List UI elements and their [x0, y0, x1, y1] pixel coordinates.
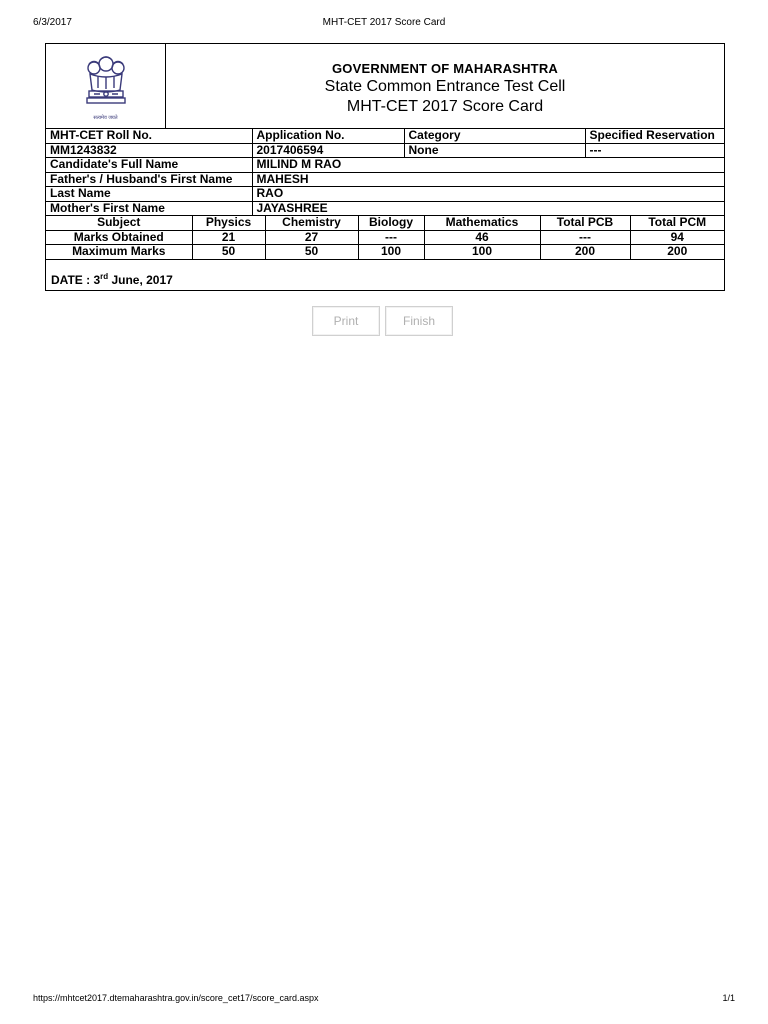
roll-label: MHT-CET Roll No.: [46, 129, 252, 143]
government-title: GOVERNMENT OF MAHARASHTRA: [332, 61, 558, 76]
maximum-marks-cell: 200: [540, 245, 630, 260]
maximum-marks-cell: 50: [265, 245, 358, 260]
father-name-value: MAHESH: [252, 172, 724, 187]
marks-header-cell: Total PCM: [630, 216, 724, 230]
table-row: [46, 187, 724, 202]
issue-date-month-year: June, 2017: [108, 272, 173, 287]
cell-name: State Common Entrance Test Cell: [324, 78, 566, 95]
issue-date-ordinal: rd: [100, 271, 109, 281]
full-name-value: MILIND M RAO: [252, 158, 724, 173]
maximum-marks-cell: Maximum Marks: [46, 245, 192, 260]
table-row: [46, 230, 724, 245]
issue-date: [51, 272, 173, 287]
reservation-value: ---: [585, 143, 724, 158]
category-value: None: [404, 143, 585, 158]
marks-obtained-cell: 94: [630, 230, 724, 245]
maximum-marks-cell: 200: [630, 245, 724, 260]
marks-obtained-cell: ---: [358, 230, 424, 245]
marks-header-cell: Total PCB: [540, 216, 630, 230]
table-row: [46, 158, 724, 173]
table-row: [46, 216, 724, 230]
emblem-motto: सत्यमेव जयते: [93, 114, 118, 121]
table-row: [46, 245, 724, 260]
page-url: https://mhtcet2017.dtemaharashtra.gov.in/score_cet17/score_card.aspx: [33, 993, 319, 1003]
application-value: 2017406594: [252, 143, 404, 158]
issue-date-day: DATE : 3: [51, 272, 101, 287]
print-button[interactable]: Print: [312, 306, 380, 336]
marks-header-cell: Mathematics: [424, 216, 540, 230]
father-name-label: Father's / Husband's First Name: [46, 172, 252, 187]
maximum-marks-cell: 100: [358, 245, 424, 260]
table-row: [46, 201, 724, 216]
action-buttons: [312, 306, 453, 336]
reservation-label: Specified Reservation: [585, 129, 724, 143]
marks-obtained-cell: 27: [265, 230, 358, 245]
header-text: [166, 44, 724, 128]
marks-obtained-cell: 46: [424, 230, 540, 245]
print-header: [33, 17, 735, 31]
print-date: 6/3/2017: [33, 17, 72, 28]
full-name-label: Candidate's Full Name: [46, 158, 252, 173]
marks-header-cell: Physics: [192, 216, 265, 230]
print-footer: [33, 993, 735, 1007]
card-title: MHT-CET 2017 Score Card: [346, 98, 544, 115]
table-row: [46, 129, 724, 143]
marks-table: [46, 216, 724, 260]
marks-header-cell: Biology: [358, 216, 424, 230]
print-title: MHT-CET 2017 Score Card: [322, 17, 446, 28]
maximum-marks-cell: 50: [192, 245, 265, 260]
score-card: [45, 43, 725, 291]
marks-header-cell: Chemistry: [265, 216, 358, 230]
marks-obtained-cell: 21: [192, 230, 265, 245]
table-row: [46, 143, 724, 158]
marks-obtained-cell: ---: [540, 230, 630, 245]
marks-obtained-cell: Marks Obtained: [46, 230, 192, 245]
roll-value: MM1243832: [46, 143, 252, 158]
last-name-label: Last Name: [46, 187, 252, 202]
application-label: Application No.: [252, 129, 404, 143]
category-label: Category: [404, 129, 585, 143]
maximum-marks-cell: 100: [424, 245, 540, 260]
finish-button[interactable]: Finish: [385, 306, 453, 336]
marks-header-cell: Subject: [46, 216, 192, 230]
mother-name-value: JAYASHREE: [252, 201, 724, 216]
mother-name-label: Mother's First Name: [46, 201, 252, 216]
table-row: [46, 172, 724, 187]
candidate-info-table: [46, 129, 724, 216]
page-number: 1/1: [722, 993, 735, 1003]
date-row: [46, 260, 724, 290]
last-name-value: RAO: [252, 187, 724, 202]
emblem-cell: [46, 44, 166, 128]
national-emblem-icon: [80, 52, 132, 114]
score-card-header: [46, 44, 724, 129]
